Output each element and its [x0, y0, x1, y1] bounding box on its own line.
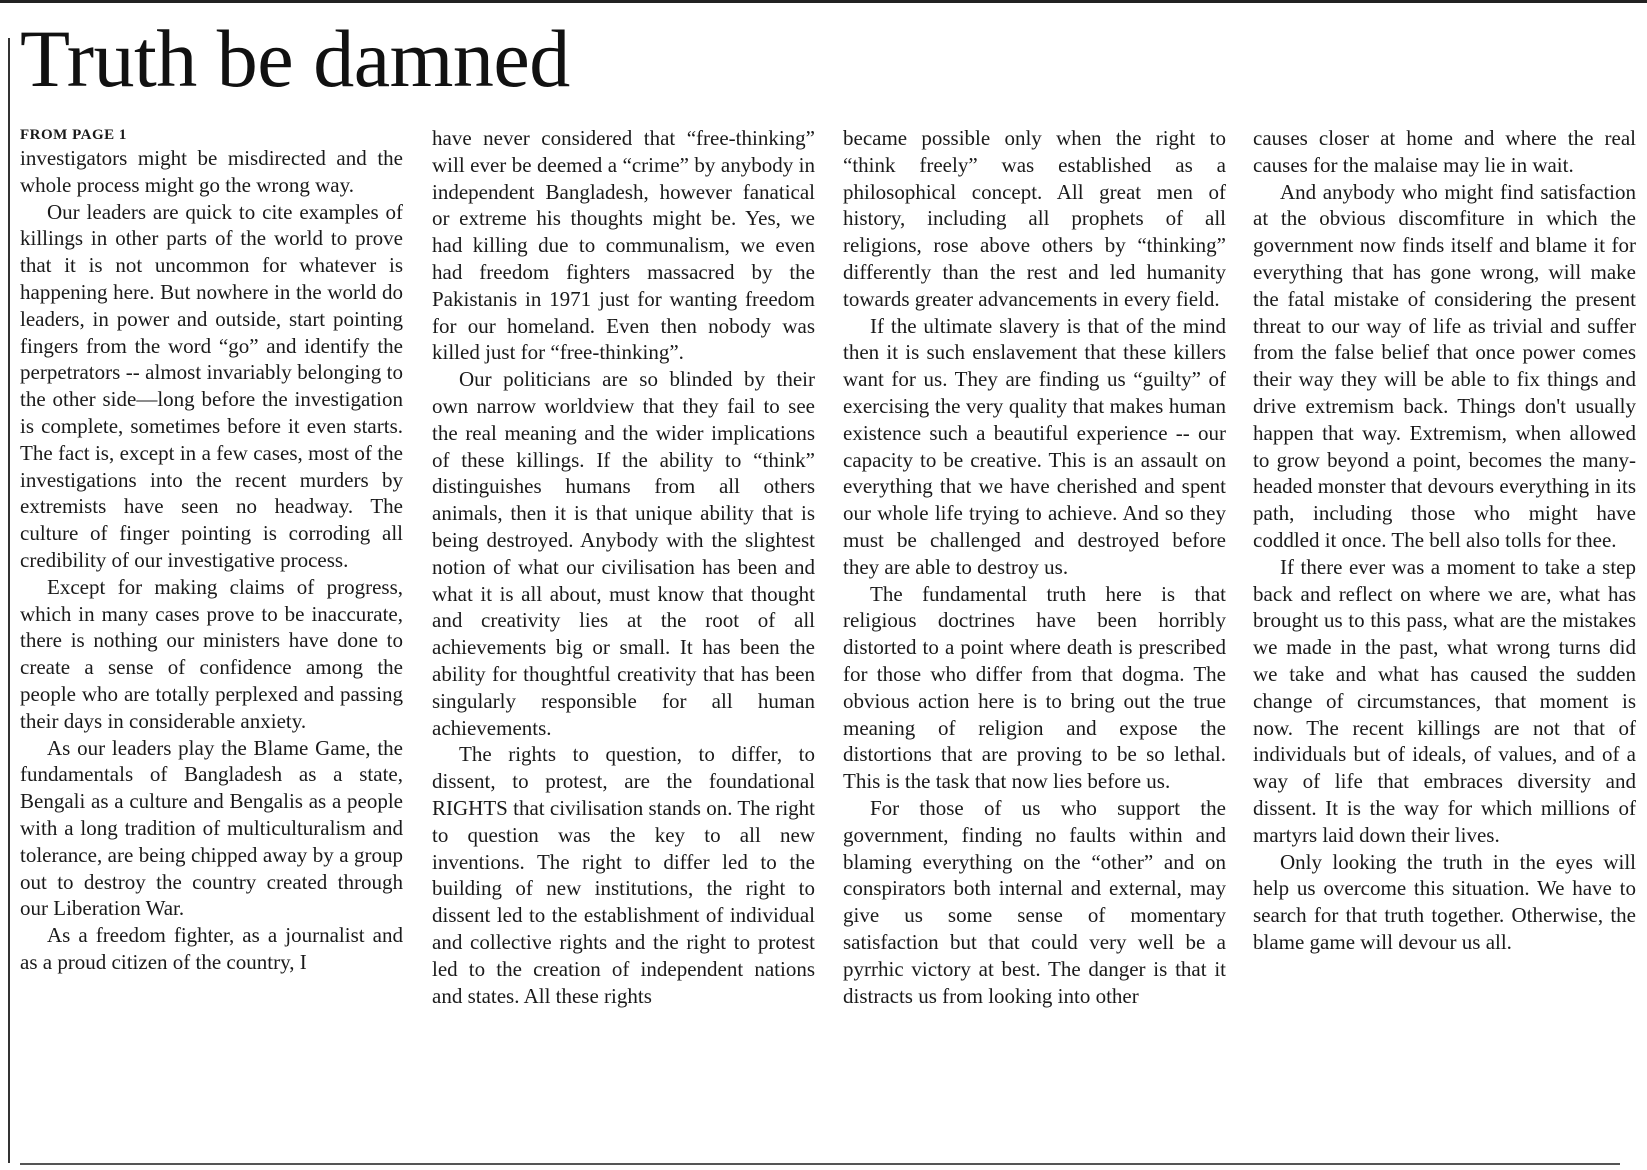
paragraph: causes closer at home and where the real causes for the malaise may lie in wait. — [1253, 126, 1636, 177]
kicker: FROM PAGE 1 — [20, 127, 127, 143]
paragraph: Except for making claims of progress, which in many cases prove to be inaccurate, there is nothing our ministers have done to create a sense of confidence among the people who are totally perplexed and passing their days in considerable anxiety. — [20, 574, 403, 733]
paragraph: For those of us who support the government, finding no faults within and blaming everything on the “other” and on conspirators both internal and external, may give us some sense of momentary satisfaction but that could very well be a pyrrhic victory at best. The danger is that it distracts us from looking into other — [843, 795, 1226, 1008]
paragraph: have never considered that “free-thinking” will ever be deemed a “crime” by anybody in independent Bangladesh, however fanatical or extreme his thoughts might be. Yes, we had killing due to communalism, we even had freedom fighters massacred by the Pakistanis in 1971 just for wanting freedom for our homeland. Even then nobody was killed just for “free-thinking”. — [432, 126, 815, 365]
paragraph: If the ultimate slavery is that of the mind then it is such enslavement that these killers want for us. They are finding us “guilty” of exercising the very quality that makes human existence such a beautiful experience -- our capacity to be creative. This is an assault on everything that we have cherished and spent our whole life trying to achieve. And so they must be challenged and destroyed before they are able to destroy us. — [843, 313, 1226, 579]
paragraph: Our leaders are quick to cite examples of killings in other parts of the world to prove that it is not uncommon for whatever is happening here. But nowhere in the world do leaders, in power and outside, start pointing fingers from the word “go” and identify the perpetrators -- almost invariably belonging to the other side—long before the investigation is complete, sometimes before it even starts. The fact is, except in a few cases, most of the investigations into the recent murders by extremists have seen no headway. The culture of finger pointing is corroding all credibility of our investigative process. — [20, 199, 403, 572]
paragraph: Only looking the truth in the eyes will help us overcome this situation. We have to search for that truth together. Otherwise, the blame game will devour us all. — [1253, 849, 1636, 954]
headline: Truth be damned — [20, 13, 570, 104]
paragraph: investigators might be misdirected and the whole process might go the wrong way. — [20, 146, 403, 197]
paragraph: Our politicians are so blinded by their own narrow worldview that they fail to see the real meaning and the wider implications of these killings. If the ability to “think” distinguishes humans from all others animals, then it is that unique ability that is being destroyed. Anybody with the slightest notion of what our civilisation has been and what it is all about, must know that thought and creativity lies at the root of all achievements big or small. It has been the ability for thoughtful creativity that has been singularly responsible for all human achievements. — [432, 367, 815, 740]
top-rule — [0, 0, 1647, 3]
column-4 — [1253, 125, 1636, 956]
paragraph: became possible only when the right to “think freely” was established as a philosophical concept. All great men of history, including all prophets of all religions, rose above others by “thinking” differently than the rest and led humanity towards greater advancements in every field. — [843, 126, 1226, 311]
paragraph: As our leaders play the Blame Game, the fundamentals of Bangladesh as a state, Bengali as a culture and Bengalis as a people with a long tradition of multiculturalism and tolerance, are being chipped away by a group out to destroy the country created through our Liberation War. — [20, 735, 403, 921]
paragraph: As a freedom fighter, as a journalist and as a proud citizen of the country, I — [20, 923, 403, 974]
paragraph: And anybody who might find satisfaction at the obvious discomfiture in which the government now finds itself and blame it for everything that has gone wrong, will make the fatal mistake of considering the present threat to our way of life as trivial and suffer from the false belief that once power comes their way they will be able to fix things and drive extremism back. Things don't usually happen that way. Extremism, when allowed to grow beyond a point, becomes the many-headed monster that devours everything in its path, including those who might have coddled it once. The bell also tolls for thee. — [1253, 179, 1636, 552]
column-1 — [20, 125, 403, 976]
column-2 — [432, 125, 815, 1009]
left-rule — [8, 38, 10, 1163]
paragraph: If there ever was a moment to take a step back and reflect on where we are, what has brought us to this pass, what are the mistakes we made in the past, what wrong turns did we take and what has caused the sudden change of circumstances, that moment is now. The recent killings are not that of individuals but of ideals, of values, and of a way of life that embraces diversity and dissent. It is the way for which millions of martyrs laid down their lives. — [1253, 554, 1636, 847]
column-3 — [843, 125, 1226, 1009]
paragraph: The rights to question, to differ, to dissent, to protest, are the foundational RIGHTS that civilisation stands on. The right to question was the key to all new inventions. The right to differ led to the building of new institutions, the right to dissent led to the establishment of individual and collective rights and the right to protest led to the creation of independent nations and states. All these rights — [432, 742, 815, 1008]
paragraph: The fundamental truth here is that religious doctrines have been horribly distorted to a point where death is prescribed for those who differ from that dogma. The obvious action here is to bring out the true meaning of religion and expose the distortions that are proving to be so lethal. This is the task that now lies before us. — [843, 581, 1226, 794]
bottom-rule — [20, 1163, 1620, 1165]
